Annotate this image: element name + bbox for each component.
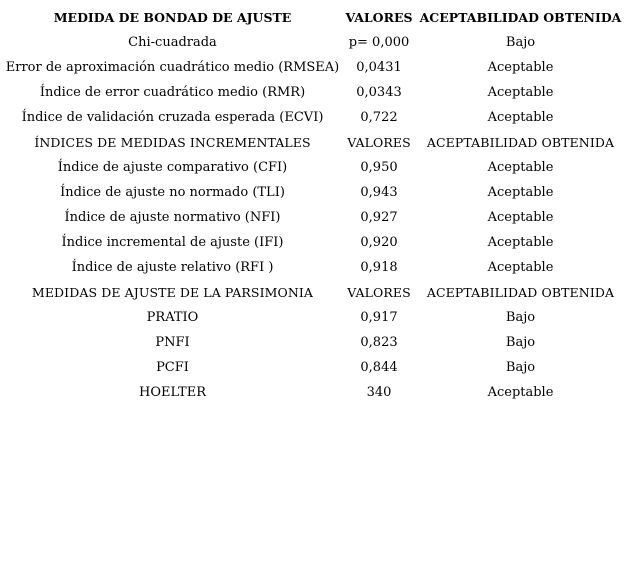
measure-name: Índice de validación cruzada esperada (ECVI) [21, 110, 324, 125]
table-row [5, 380, 623, 405]
measure-value: 0,0343 [356, 85, 402, 100]
measure-acceptability: Aceptable [487, 160, 554, 175]
measure-value: 0,943 [360, 185, 398, 200]
measure-acceptability: Aceptable [487, 85, 554, 100]
table-row [5, 30, 623, 55]
table-row [5, 55, 623, 80]
measure-value: p= 0,000 [348, 35, 410, 50]
table-row [5, 80, 623, 105]
section-header-absolute [5, 5, 623, 30]
measure-name: Chi-cuadrada [128, 35, 217, 50]
measure-acceptability: Bajo [505, 335, 536, 350]
measure-acceptability: Aceptable [487, 385, 554, 400]
measure-value: 0,823 [360, 335, 398, 350]
measure-acceptability: Aceptable [487, 185, 554, 200]
header-acceptability: ACEPTABILIDAD OBTENIDA [426, 285, 615, 300]
table-row [5, 255, 623, 280]
measure-acceptability: Bajo [505, 35, 536, 50]
table-row [5, 180, 623, 205]
header-measure: ÍNDICES DE MEDIDAS INCREMENTALES [34, 135, 311, 150]
table-row [5, 305, 623, 330]
table-row [5, 205, 623, 230]
header-measure: MEDIDAS DE AJUSTE DE LA PARSIMONIA [31, 285, 314, 300]
measure-value: 0,918 [360, 260, 398, 275]
table-row [5, 230, 623, 255]
header-measure: MEDIDA DE BONDAD DE AJUSTE [53, 10, 292, 25]
header-values: VALORES [347, 135, 411, 150]
measure-value: 0,722 [360, 110, 398, 125]
measure-name: HOELTER [138, 385, 206, 400]
header-acceptability: ACEPTABILIDAD OBTENIDA [426, 135, 615, 150]
measure-value: 340 [366, 385, 392, 400]
section-header-incremental [5, 130, 623, 155]
measure-name: Índice de ajuste comparativo (CFI) [57, 160, 288, 175]
measure-name: Índice de ajuste relativo (RFI ) [71, 260, 274, 275]
measure-value: 0,920 [360, 235, 398, 250]
table-row [5, 355, 623, 380]
measure-name: Error de aproximación cuadrático medio (RMSEA) [5, 60, 340, 75]
table-row [5, 105, 623, 130]
measure-name: Índice de error cuadrático medio (RMR) [39, 85, 306, 100]
header-values: VALORES [345, 10, 413, 25]
measure-name: PNFI [155, 335, 190, 350]
measure-acceptability: Bajo [505, 310, 536, 325]
measure-acceptability: Aceptable [487, 235, 554, 250]
measure-value: 0,0431 [356, 60, 402, 75]
measure-value: 0,950 [360, 160, 398, 175]
header-values: VALORES [347, 285, 411, 300]
measure-value: 0,844 [360, 360, 398, 375]
header-acceptability: ACEPTABILIDAD OBTENIDA [419, 10, 622, 25]
measure-value: 0,917 [360, 310, 398, 325]
measure-name: Índice de ajuste normativo (NFI) [64, 210, 281, 225]
measure-acceptability: Aceptable [487, 260, 554, 275]
table-row [5, 155, 623, 180]
table-row [5, 330, 623, 355]
measure-name: PRATIO [146, 310, 199, 325]
section-header-parsimony [5, 280, 623, 305]
measure-acceptability: Aceptable [487, 210, 554, 225]
measure-value: 0,927 [360, 210, 398, 225]
measure-name: Índice incremental de ajuste (IFI) [61, 235, 284, 250]
measure-acceptability: Aceptable [487, 110, 554, 125]
measure-acceptability: Bajo [505, 360, 536, 375]
goodness-of-fit-table [5, 5, 623, 405]
measure-name: Índice de ajuste no normado (TLI) [60, 185, 285, 200]
measure-acceptability: Aceptable [487, 60, 554, 75]
measure-name: PCFI [156, 360, 189, 375]
